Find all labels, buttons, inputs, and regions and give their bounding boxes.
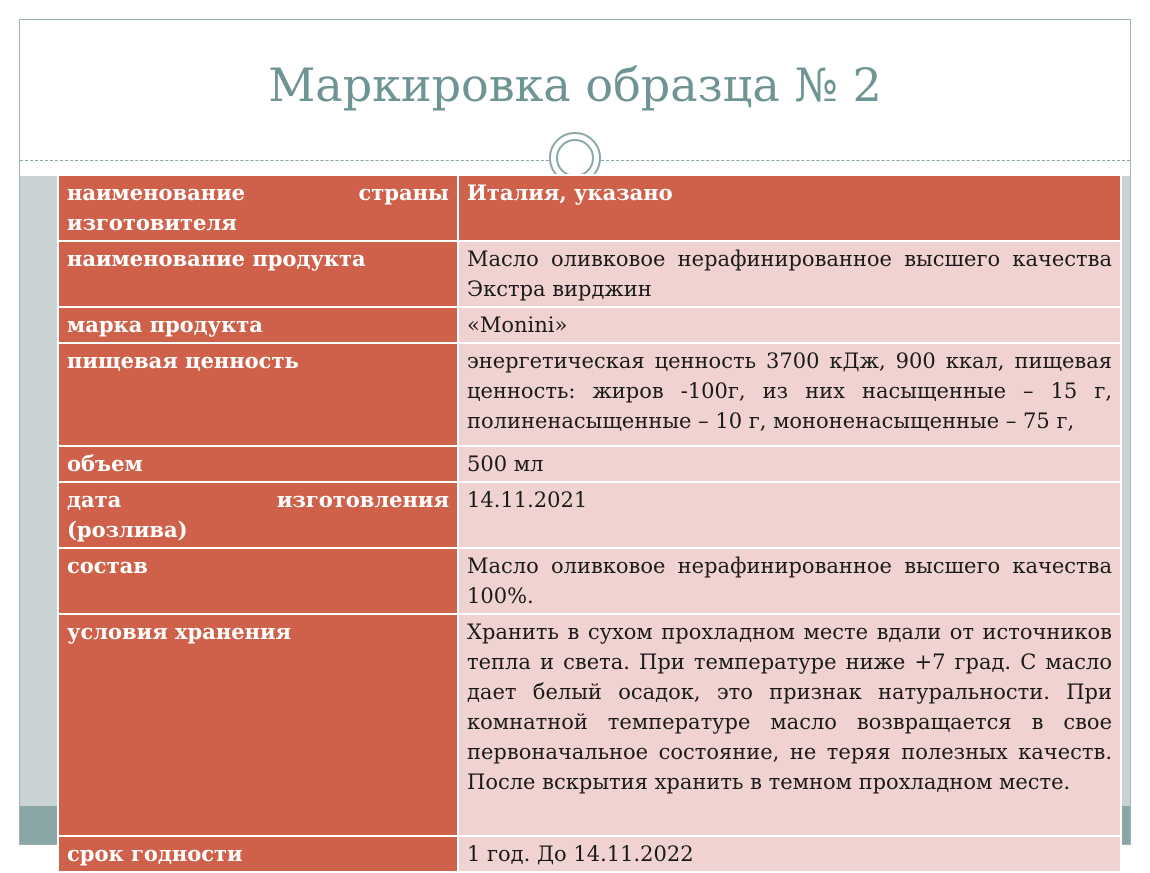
table-row [58, 343, 1121, 446]
table-row [58, 482, 1121, 548]
row-label: пищевая ценность [58, 343, 458, 446]
row-label: объем [58, 446, 458, 482]
row-label: условия хранения [58, 614, 458, 836]
row-value: Италия, указано [458, 175, 1121, 241]
table-row [58, 241, 1121, 307]
row-value: 1 год. До 14.11.2022 [458, 836, 1121, 872]
row-label-line: (розлива) [67, 517, 188, 542]
table-row [58, 446, 1121, 482]
row-label: наименование продукта [58, 241, 458, 307]
table-row [58, 548, 1121, 614]
row-value: энергетическая ценность 3700 кДж, 900 ккал, пищевая ценность: жиров -100г, из них насыщенные – 15 г, полиненасыщенные – 10 г, мононенасыщенные – 75 г, [458, 343, 1121, 446]
row-value: 500 мл [458, 446, 1121, 482]
row-label: срок годности [58, 836, 458, 872]
row-value: Масло оливковое нерафинированное высшего качества 100%. [458, 548, 1121, 614]
page-title: Маркировка образца № 2 [268, 58, 882, 112]
row-label-line: изготовителя [67, 210, 237, 235]
labeling-table [57, 174, 1122, 873]
table-row [58, 175, 1121, 241]
row-label [58, 175, 458, 241]
table-row [58, 614, 1121, 836]
row-value: Масло оливковое нерафинированное высшего качества Экстра вирджин [458, 241, 1121, 307]
row-value: 14.11.2021 [458, 482, 1121, 548]
row-label: марка продукта [58, 307, 458, 343]
row-label-line: наименование страны [67, 180, 449, 205]
row-label [58, 482, 458, 548]
table-row [58, 836, 1121, 872]
table-row [58, 307, 1121, 343]
row-label-line: дата изготовления [67, 487, 449, 512]
row-label: состав [58, 548, 458, 614]
row-value: «Monini» [458, 307, 1121, 343]
row-value: Хранить в сухом прохладном месте вдали от источников тепла и света. При температуре ниже +7 град. С масло дает белый осадок, это признак натуральности. При комнатной температуре масло возвращается в свое первоначальное состояние, не теряя полезных качеств. После вскрытия хранить в темном прохладном месте. [458, 614, 1121, 836]
